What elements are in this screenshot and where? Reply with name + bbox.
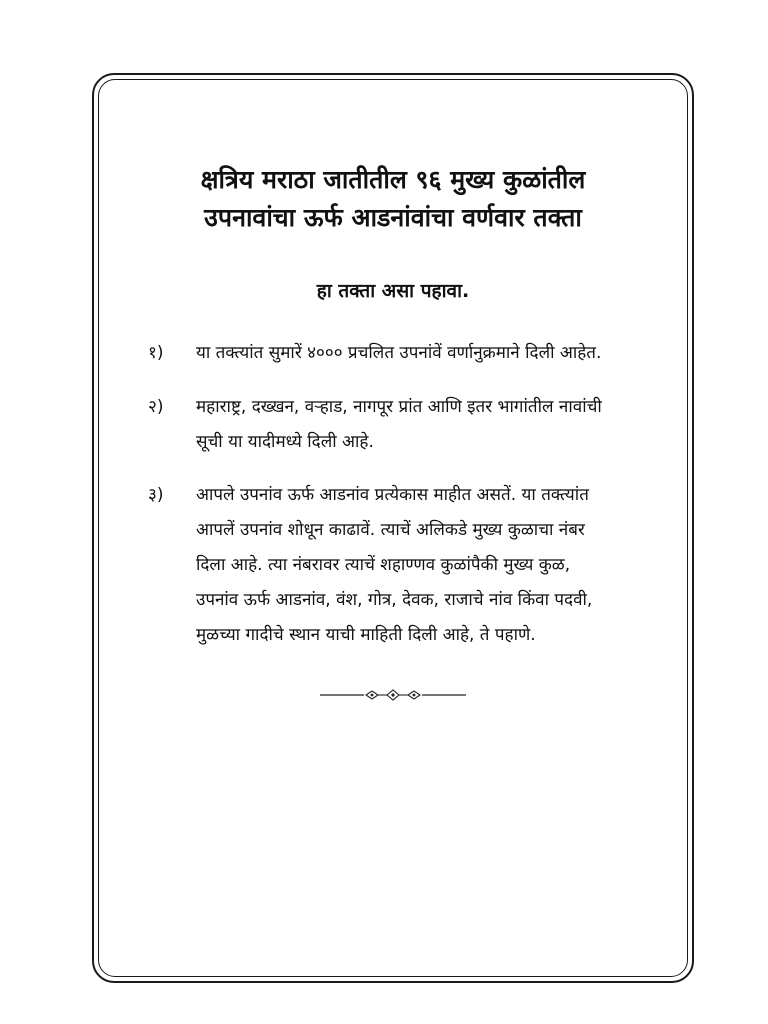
instruction-item-1 [148, 336, 678, 371]
item-number: २) [148, 397, 164, 417]
instruction-item-3 [148, 478, 678, 653]
title-line-1: क्षत्रिय मराठा जातीतील ९६ मुख्य कुळांतील [200, 165, 586, 194]
item-number: ३) [148, 485, 164, 505]
item-text-line: आपलें उपनांव शोधून काढावें. त्याचें अलिकडे मुख्य कुळाचा नंबर [196, 520, 585, 540]
item-text-line: महाराष्ट्र, दख्खन, वऱ्हाड, नागपूर प्रांत आणि इतर भागांतील नावांची [196, 397, 602, 417]
ornamental-divider [320, 686, 466, 704]
item-text-line: आपले उपनांव ऊर्फ आडनांव प्रत्येकास माहीत असतें. या तक्त्यांत [196, 485, 589, 505]
item-text-line: दिला आहे. त्या नंबरावर त्याचें शहाण्णव कुळांपैकी मुख्य कुळ, [196, 555, 571, 575]
item-text-line: सूची या यादीमध्ये दिली आहे. [196, 432, 374, 452]
instruction-item-2 [148, 390, 678, 460]
subtitle: हा तक्ता असा पहावा. [316, 280, 470, 302]
item-text-line: या तक्त्यांत सुमारें ४००० प्रचलित उपनांवें वर्णानुक्रमाने दिली आहेत. [196, 343, 602, 363]
item-number: १) [148, 343, 164, 363]
title-line-2: उपनावांचा ऊर्फ आडनांवांचा वर्णवार तक्ता [204, 203, 582, 232]
item-text-line: उपनांव ऊर्फ आडनांव, वंश, गोत्र, देवक, राजाचे नांव किंवा पदवी, [196, 590, 593, 610]
item-text-line: मुळच्या गादीचे स्थान याची माहिती दिली आहे, ते पहाणे. [196, 625, 536, 645]
